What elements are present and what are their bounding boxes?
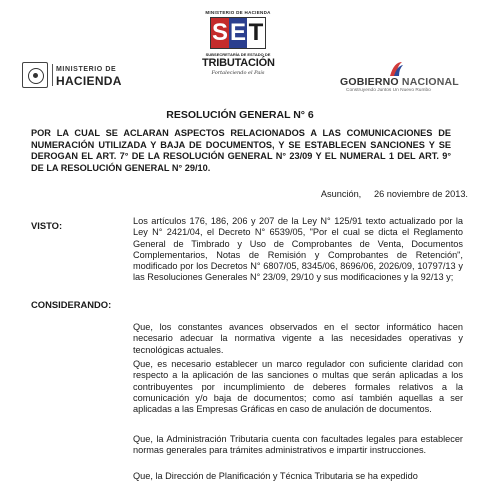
- gobierno-nacional-logo: [340, 60, 460, 96]
- set-motto: Fortaleciendo el País: [211, 70, 265, 76]
- visto-text: Los artículos 176, 186, 206 y 207 de la Ley N° 125/91 texto actualizado por la Ley N° 2421/04, el Decreto N° 6539/05, "Por el cual se dicta el Reglamento General de Timbrado y Uso de Comprobantes de Venta, Documentos Complementarios, Notas de Remisión y Comprobantes de Retención", modificado por los Decretos N° 6807/05, 8345/06, 8696/06, 2026/09, 10797/13 y las Resoluciones Generales N° 23/09, 29/10 y sus modificaciones y la 92/13 y;: [133, 216, 463, 283]
- resolution-date: Asunción, 26 noviembre de 2013.: [320, 189, 468, 199]
- set-subsecretaria: SUBSECRETARÍA DE ESTADO DE: [205, 52, 271, 57]
- considerando-label: CONSIDERANDO:: [31, 299, 112, 310]
- visto-label: VISTO:: [31, 220, 63, 231]
- considerando-paragraph: Que, los constantes avances observados en el sector informático hacen necesario adecuar la normativa vigente a las necesidades operativas y tecnológicas actuales.: [133, 322, 463, 355]
- ministry-label: MINISTERIO DE: [56, 66, 117, 73]
- logo-divider: [52, 64, 53, 86]
- resolution-title: RESOLUCIÓN GENERAL N° 6: [166, 109, 314, 121]
- set-letter-s: S: [211, 19, 228, 46]
- gobierno-word: GOBIERNO: [340, 76, 399, 88]
- gobierno-slogan: Construyendo Juntos Un Nuevo Rumbo: [346, 88, 431, 93]
- set-tributacion: TRIBUTACIÓN: [202, 57, 275, 69]
- considerando-paragraph: Que, la Administración Tributaria cuenta con facultades legales para establecer normas generales para trámites administrativos e impartir instrucciones.: [133, 434, 463, 456]
- considerando-paragraph: Que, la Dirección de Planificación y Técnica Tributaria se ha expedido: [133, 471, 418, 481]
- set-ministry-caption: MINISTERIO DE HACIENDA: [205, 10, 271, 15]
- gobierno-nacional-text: [340, 76, 459, 88]
- set-letters-box: [210, 17, 266, 49]
- set-letter-e: E: [229, 19, 246, 46]
- nacional-word: NACIONAL: [401, 76, 459, 88]
- national-seal-icon: [22, 62, 48, 88]
- hacienda-label: HACIENDA: [56, 74, 122, 88]
- considerando-paragraph: Que, es necesario establecer un marco regulador con suficiente claridad con respecto a la aplicación de las sanciones o multas que serán aplicadas a los contribuyentes por incumplimiento de deberes formales relativos a la comunicación y/o baja de documentos; como así también aquellas a ser aplicadas a las Empresas Gráficas en caso de anulación de documentos.: [133, 359, 463, 415]
- ministerio-hacienda-logo: [22, 62, 122, 90]
- resolution-heading: POR LA CUAL SE ACLARAN ASPECTOS RELACIONADOS A LAS COMUNICACIONES DE NUMERACIÓN UTILIZADA Y BAJA DE DOCUMENTOS, Y SE ESTABLECEN SANCIONES Y SE DEROGAN EL ART. 7° DE LA RESOLUCIÓN GENERAL N° 23/09 Y EL NUMERAL 1 DEL ART. 9° DE LA RESOLUCIÓN GENERAL N° 29/10.: [31, 128, 451, 173]
- set-letter-t: T: [248, 19, 264, 46]
- set-logo: [200, 10, 276, 110]
